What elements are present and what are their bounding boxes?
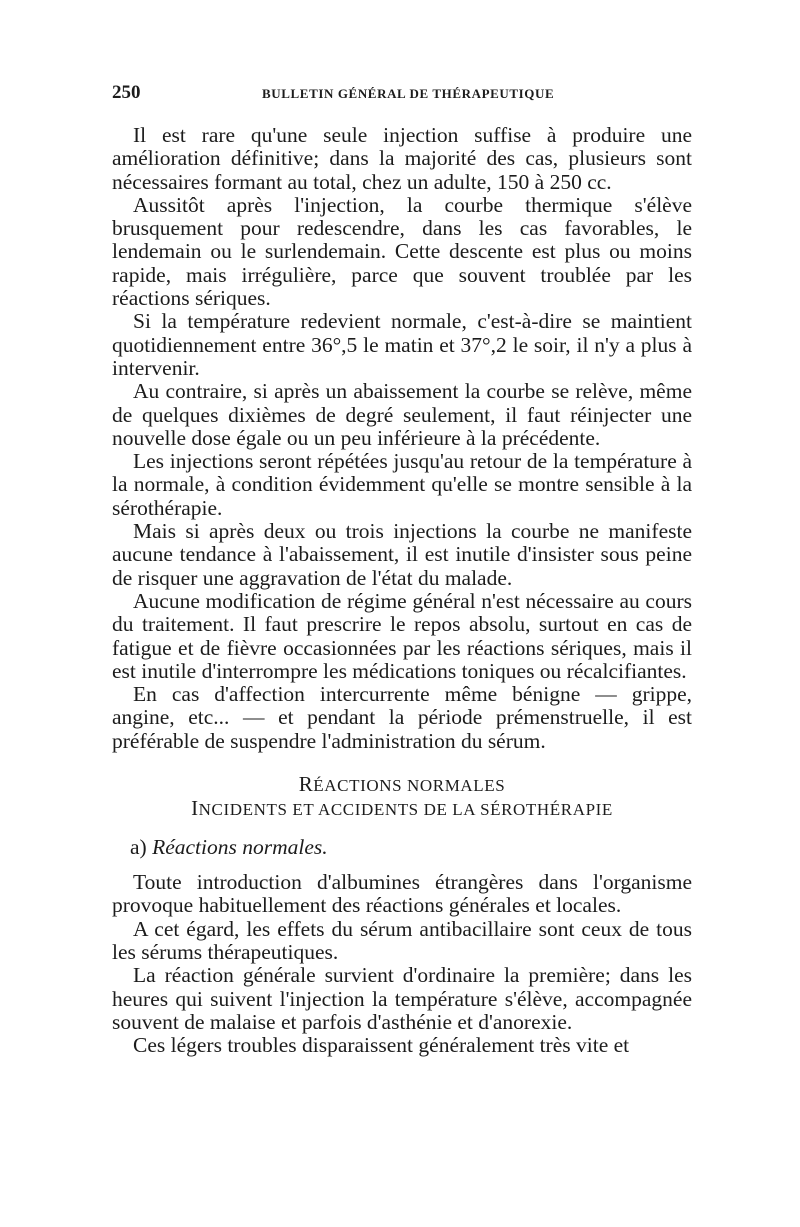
- paragraph: Si la température redevient normale, c'est-à-dire se maintient quotidiennement entre 36°,5 le matin et 37°,2 le soir, il n'y a plus à intervenir.: [112, 309, 692, 380]
- section-title: [112, 773, 692, 797]
- page-header: [112, 82, 692, 104]
- page-number: 250: [112, 82, 141, 103]
- subsection-heading: [130, 835, 692, 859]
- running-title: BULLETIN GÉNÉRAL DE THÉRAPEUTIQUE: [262, 86, 555, 101]
- section-title-rest: ÉACTIONS NORMALES: [313, 776, 506, 796]
- section-title-initial: R: [298, 772, 314, 797]
- paragraph: Au contraire, si après un abaissement la courbe se relève, même de quelques dixièmes de degré seulement, il faut réinjecter une nouvelle dose égale ou un peu inférieure à la précédente.: [112, 379, 692, 450]
- subsection-body: [112, 871, 692, 1057]
- paragraph: Aussitôt après l'injection, la courbe thermique s'élève brusquement pour redescendre, dans les cas favorables, le lendemain ou le surlendemain. Cette descente est plus ou moins rapide, mais irrégulière, parce que souvent troublée par les réactions sériques.: [112, 192, 692, 311]
- paragraph: Les injections seront répétées jusqu'au retour de la température à la normale, à condition évidemment qu'elle se montre sensible à la sérothérapie.: [112, 449, 692, 520]
- section-subtitle-rest: NCIDENTS ET ACCIDENTS DE LA SÉROTHÉRAPIE: [198, 800, 613, 820]
- section-subtitle: [112, 797, 692, 821]
- subsection-label: Réactions normales.: [152, 835, 328, 860]
- paragraph: Il est rare qu'une seule injection suffise à produire une amélioration définitive; dans la majorité des cas, plusieurs sont nécessaires formant au total, chez un adulte, 150 à 250 cc.: [112, 123, 692, 194]
- section-heading: [112, 773, 692, 821]
- paragraph: Mais si après deux ou trois injections la courbe ne manifeste aucune tendance à l'abaissement, il est inutile d'insister sous peine de risquer une aggravation de l'état du malade.: [112, 519, 692, 590]
- subsection-prefix: a): [130, 835, 147, 860]
- paragraph: En cas d'affection intercurrente même bénigne — grippe, angine, etc... — et pendant la période prémenstruelle, il est préférable de suspendre l'administration du sérum.: [112, 682, 692, 753]
- paragraph: A cet égard, les effets du sérum antibacillaire sont ceux de tous les sérums thérapeutiques.: [112, 916, 692, 964]
- body-text: [112, 124, 692, 1057]
- paragraph: La réaction générale survient d'ordinaire la première; dans les heures qui suivent l'injection la température s'élève, accompagnée souvent de malaise et parfois d'asthénie et d'anorexie.: [112, 963, 692, 1034]
- paragraph: Ces légers troubles disparaissent généralement très vite et: [133, 1033, 630, 1058]
- paragraph: Aucune modification de régime général n'est nécessaire au cours du traitement. Il faut prescrire le repos absolu, surtout en cas de fatigue et de fièvre occasionnées par les réactions sériques, mais il est inutile d'interrompre les médications toniques ou récalcifiantes.: [112, 588, 692, 683]
- paragraph: Toute introduction d'albumines étrangères dans l'organisme provoque habituellement des réactions générales et locales.: [112, 870, 692, 918]
- section-subtitle-initial: I: [191, 796, 199, 821]
